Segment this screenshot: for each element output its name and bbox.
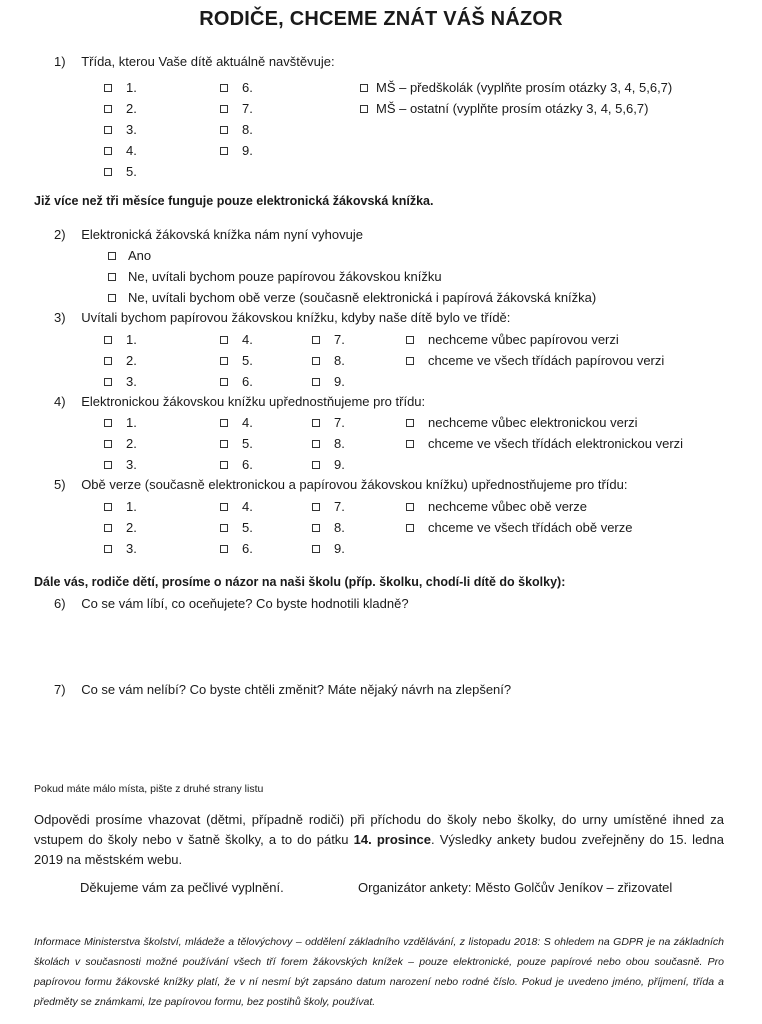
checkbox[interactable] bbox=[220, 84, 228, 92]
class-option[interactable]: 2. bbox=[104, 350, 137, 371]
question-7 bbox=[54, 682, 511, 697]
answer-option[interactable]: chceme ve všech třídách obě verze bbox=[406, 517, 633, 538]
class-option[interactable]: 4. bbox=[220, 496, 253, 517]
checkbox[interactable] bbox=[104, 378, 112, 386]
checkbox[interactable] bbox=[104, 524, 112, 532]
class-option[interactable]: 8. bbox=[312, 350, 345, 371]
checkbox[interactable] bbox=[406, 440, 414, 448]
q5-column-3 bbox=[312, 496, 345, 559]
ministry-info: Informace Ministerstva školství, mládeže a tělovýchovy – oddělení základního vzdělávání, z listopadu 2018: S ohledem na GDPR je na základních školách v současnosti možné používání všech tří forem žákovských knížek – pouze elektronické, pouze papírové nebo obou současně. Pro papírovou formu žákovské knížky platí, že v ní nesmí být zapsáno datum narození nebo rodné číslo. Pokud je uvedeno jméno, příjmení, třída a předměty se známkami, lze papírovou formu, bez postihů školy, používat. bbox=[34, 936, 724, 1008]
question-number: 3) bbox=[54, 310, 66, 325]
checkbox[interactable] bbox=[104, 105, 112, 113]
class-option[interactable]: 1. bbox=[104, 77, 137, 98]
q4-column-4 bbox=[406, 412, 683, 454]
class-option[interactable]: 3. bbox=[104, 371, 137, 392]
checkbox[interactable] bbox=[360, 84, 368, 92]
class-option[interactable]: 5. bbox=[220, 517, 253, 538]
class-option[interactable]: 9. bbox=[312, 454, 345, 475]
class-option[interactable]: 4. bbox=[104, 140, 137, 161]
deadline-date: 14. prosince bbox=[353, 832, 431, 847]
class-option[interactable]: 3. bbox=[104, 119, 137, 140]
checkbox[interactable] bbox=[108, 252, 116, 260]
q4-column-2 bbox=[220, 412, 253, 475]
checkbox[interactable] bbox=[104, 461, 112, 469]
checkbox[interactable] bbox=[360, 105, 368, 113]
answer-area-6[interactable] bbox=[80, 616, 720, 676]
checkbox[interactable] bbox=[406, 419, 414, 427]
checkbox[interactable] bbox=[406, 503, 414, 511]
class-option[interactable]: 6. bbox=[220, 371, 253, 392]
class-option[interactable]: 9. bbox=[220, 140, 253, 161]
checkbox[interactable] bbox=[312, 503, 320, 511]
page-title: RODIČE, CHCEME ZNÁT VÁŠ NÁZOR bbox=[199, 8, 563, 30]
class-option[interactable]: 8. bbox=[312, 433, 345, 454]
class-option[interactable]: 3. bbox=[104, 454, 137, 475]
answer-option[interactable]: nechceme vůbec papírovou verzi bbox=[406, 329, 664, 350]
checkbox[interactable] bbox=[104, 440, 112, 448]
question-5 bbox=[54, 477, 628, 492]
answer-option[interactable]: nechceme vůbec obě verze bbox=[406, 496, 633, 517]
answer-area-7[interactable] bbox=[80, 702, 720, 774]
class-option[interactable]: 4. bbox=[220, 329, 253, 350]
kindergarten-option[interactable]: MŠ – předškolák (vyplňte prosím otázky 3, 4, 5,6,7) bbox=[360, 77, 672, 98]
class-option[interactable]: 9. bbox=[312, 371, 345, 392]
class-option[interactable]: 2. bbox=[104, 98, 137, 119]
q5-column-2 bbox=[220, 496, 253, 559]
question-number: 1) bbox=[54, 54, 66, 69]
class-option[interactable]: 7. bbox=[312, 496, 345, 517]
class-option[interactable]: 1. bbox=[104, 496, 137, 517]
checkbox[interactable] bbox=[220, 105, 228, 113]
question-text: Co se vám nelíbí? Co byste chtěli změnit? Máte nějaký návrh na zlepšení? bbox=[81, 682, 512, 697]
class-option[interactable]: 7. bbox=[312, 412, 345, 433]
checkbox[interactable] bbox=[220, 336, 228, 344]
question-text: Co se vám líbí, co oceňujete? Co byste hodnotili kladně? bbox=[81, 596, 409, 611]
question-text: Elektronickou žákovskou knížku upřednostňujeme pro třídu: bbox=[81, 394, 426, 409]
question-number: 7) bbox=[54, 682, 66, 697]
answer-option[interactable]: nechceme vůbec elektronickou verzi bbox=[406, 412, 683, 433]
q1-column-3 bbox=[360, 77, 672, 119]
class-option[interactable]: 5. bbox=[220, 433, 253, 454]
answer-option[interactable]: chceme ve všech třídách papírovou verzi bbox=[406, 350, 664, 371]
checkbox[interactable] bbox=[406, 524, 414, 532]
q3-column-4 bbox=[406, 329, 664, 371]
question-6 bbox=[54, 596, 409, 611]
checkbox[interactable] bbox=[220, 461, 228, 469]
answer-option[interactable]: Ne, uvítali bychom obě verze (současně elektronická i papírová žákovská knížka) bbox=[108, 287, 596, 308]
space-note: Pokud máte málo místa, pište z druhé strany listu bbox=[34, 783, 264, 795]
class-option[interactable]: 7. bbox=[220, 98, 253, 119]
class-option[interactable]: 8. bbox=[220, 119, 253, 140]
checkbox[interactable] bbox=[312, 461, 320, 469]
checkbox[interactable] bbox=[104, 168, 112, 176]
class-option[interactable]: 2. bbox=[104, 433, 137, 454]
checkbox[interactable] bbox=[406, 336, 414, 344]
question-4 bbox=[54, 394, 425, 409]
checkbox[interactable] bbox=[220, 545, 228, 553]
checkbox[interactable] bbox=[104, 357, 112, 365]
q3-column-1 bbox=[104, 329, 137, 392]
q1-column-2 bbox=[220, 77, 253, 161]
answer-option[interactable]: Ne, uvítali bychom pouze papírovou žákovskou knížku bbox=[108, 266, 596, 287]
q5-column-1 bbox=[104, 496, 137, 559]
checkbox[interactable] bbox=[312, 378, 320, 386]
checkbox[interactable] bbox=[312, 357, 320, 365]
checkbox[interactable] bbox=[312, 419, 320, 427]
checkbox[interactable] bbox=[104, 126, 112, 134]
checkbox[interactable] bbox=[220, 147, 228, 155]
checkbox[interactable] bbox=[312, 524, 320, 532]
checkbox[interactable] bbox=[104, 503, 112, 511]
class-option[interactable]: 8. bbox=[312, 517, 345, 538]
answer-option[interactable]: chceme ve všech třídách elektronickou verzi bbox=[406, 433, 683, 454]
question-3 bbox=[54, 310, 510, 325]
kindergarten-option[interactable]: MŠ – ostatní (vyplňte prosím otázky 3, 4, 5,6,7) bbox=[360, 98, 672, 119]
question-number: 4) bbox=[54, 394, 66, 409]
checkbox[interactable] bbox=[220, 357, 228, 365]
question-2 bbox=[54, 227, 363, 242]
q3-column-2 bbox=[220, 329, 253, 392]
class-option[interactable]: 4. bbox=[220, 412, 253, 433]
question-text: Elektronická žákovská knížka nám nyní vyhovuje bbox=[81, 227, 363, 242]
checkbox[interactable] bbox=[104, 84, 112, 92]
q1-column-1 bbox=[104, 77, 137, 182]
class-option[interactable]: 3. bbox=[104, 538, 137, 559]
checkbox[interactable] bbox=[220, 419, 228, 427]
checkbox[interactable] bbox=[220, 126, 228, 134]
class-option[interactable]: 2. bbox=[104, 517, 137, 538]
checkbox[interactable] bbox=[220, 378, 228, 386]
class-option[interactable]: 5. bbox=[104, 161, 137, 182]
checkbox[interactable] bbox=[312, 336, 320, 344]
checkbox[interactable] bbox=[220, 440, 228, 448]
q5-column-4 bbox=[406, 496, 633, 538]
class-option[interactable]: 9. bbox=[312, 538, 345, 559]
question-number: 5) bbox=[54, 477, 66, 492]
q3-column-3 bbox=[312, 329, 345, 392]
checkbox[interactable] bbox=[312, 440, 320, 448]
question-text: Třída, kterou Vaše dítě aktuálně navštěvuje: bbox=[81, 54, 335, 69]
checkbox[interactable] bbox=[312, 545, 320, 553]
class-option[interactable]: 7. bbox=[312, 329, 345, 350]
question-number: 2) bbox=[54, 227, 66, 242]
checkbox[interactable] bbox=[108, 294, 116, 302]
q4-column-1 bbox=[104, 412, 137, 475]
question-text: Obě verze (současně elektronickou a papírovou žákovskou knížku) upřednostňujeme pro třídu: bbox=[81, 477, 628, 492]
question-1 bbox=[54, 54, 335, 69]
class-option[interactable]: 5. bbox=[220, 350, 253, 371]
school-opinion-heading: Dále vás, rodiče dětí, prosíme o názor na naši školu (příp. školku, chodí-li dítě do školky): bbox=[34, 575, 566, 589]
checkbox[interactable] bbox=[104, 545, 112, 553]
checkbox[interactable] bbox=[220, 524, 228, 532]
question-text: Uvítali bychom papírovou žákovskou knížku, kdyby naše dítě bylo ve třídě: bbox=[81, 310, 511, 325]
q4-column-3 bbox=[312, 412, 345, 475]
checkbox[interactable] bbox=[406, 357, 414, 365]
checkbox[interactable] bbox=[104, 147, 112, 155]
answer-option[interactable]: Ano bbox=[108, 245, 596, 266]
class-option[interactable]: 6. bbox=[220, 538, 253, 559]
class-option[interactable]: 6. bbox=[220, 454, 253, 475]
notice-heading: Již více než tři měsíce funguje pouze elektronická žákovská knížka. bbox=[34, 194, 434, 208]
class-option[interactable]: 1. bbox=[104, 329, 137, 350]
instructions-paragraph: Odpovědi prosíme vhazovat (dětmi, případně rodiči) při příchodu do školy nebo školky, do urny umístěné ihned za vstupem do školy nebo v šatně školky, a to do pátku 14. prosince. Výsledky ankety budou zveřejněny do 15. ledna 2019 na městském webu. bbox=[34, 812, 724, 867]
checkbox[interactable] bbox=[104, 419, 112, 427]
thanks-text: Děkujeme vám za pečlivé vyplnění. bbox=[80, 880, 284, 895]
q2-options bbox=[108, 245, 596, 308]
class-option[interactable]: 1. bbox=[104, 412, 137, 433]
class-option[interactable]: 6. bbox=[220, 77, 253, 98]
checkbox[interactable] bbox=[104, 336, 112, 344]
question-number: 6) bbox=[54, 596, 66, 611]
checkbox[interactable] bbox=[108, 273, 116, 281]
checkbox[interactable] bbox=[220, 503, 228, 511]
organizer-text: Organizátor ankety: Město Golčův Jeníkov – zřizovatel bbox=[358, 880, 673, 895]
